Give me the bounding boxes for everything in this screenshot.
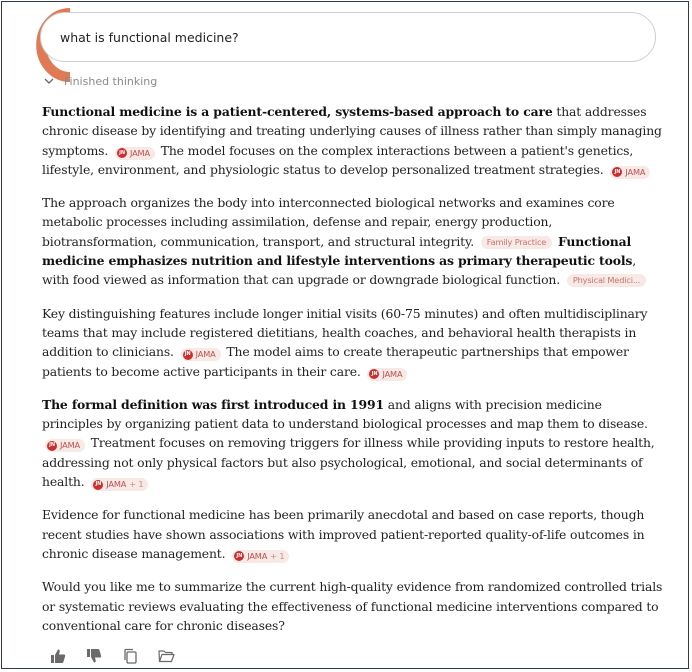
search-bar[interactable]	[40, 12, 656, 62]
paragraph-2	[42, 193, 664, 289]
citation-jama[interactable]: JN JAMA	[45, 439, 85, 452]
save-to-folder-button[interactable]	[155, 646, 177, 666]
paragraph-6	[42, 577, 664, 635]
citation-jama[interactable]: JN JAMA	[367, 368, 407, 381]
app-frame	[1, 1, 689, 669]
paragraph-1	[42, 102, 664, 179]
text: Key distinguishing features include longer initial visits (60-75 minutes) and often multidisciplinary teams that may include registered dietitians, health coaches, and behavioral health therapists in addition to clinicians.	[42, 305, 648, 360]
citation-jama[interactable]: JN JAMA	[115, 147, 155, 160]
jn-badge-icon: JN	[612, 167, 622, 177]
finished-thinking-toggle[interactable]	[44, 75, 157, 88]
bold-text: The formal definition was first introduced in 1991	[42, 396, 384, 412]
text: The model aims to create therapeutic partnerships that empower patients to become active participants in their care.	[42, 344, 629, 379]
copy-icon	[122, 648, 138, 664]
thumbs-up-button[interactable]	[47, 646, 69, 666]
citation-physical-medicine[interactable]: Physical Medici...	[567, 274, 646, 287]
text: , with food viewed as information that can upgrade or downgrade biological function.	[42, 253, 637, 288]
search-input[interactable]	[60, 30, 620, 45]
text: Evidence for functional medicine has been primarily anecdotal and based on case reports, though recent studies have shown associations with improved patient-reported quality-of-life outcomes in chronic disease management.	[42, 507, 645, 561]
text: that addresses chronic disease by identifying and treating underlying causes of illness rather than simply managing symptoms.	[42, 104, 662, 158]
citation-family-practice[interactable]: Family Practice	[481, 236, 552, 249]
jn-badge-icon: JN	[369, 369, 379, 379]
paragraph-5	[42, 505, 664, 563]
jn-badge-icon: JN	[47, 441, 57, 451]
thinking-label: Finished thinking	[64, 75, 158, 88]
text: Would you like me to summarize the current high-quality evidence from randomized controlled trials or systematic reviews evaluating the effectiveness of functional medicine interventions compared to conventional care for chronic diseases?	[42, 579, 663, 633]
jn-badge-icon: JN	[93, 480, 103, 490]
bold-text: Functional medicine emphasizes nutrition and lifestyle interventions as primary therapeutic tools	[42, 233, 633, 269]
jn-badge-icon: JN	[183, 350, 193, 360]
citation-jama-plus[interactable]: JN JAMA + 1	[232, 550, 289, 563]
text: and aligns with precision medicine principles by organizing patient data to understand biological processes and map them to disease.	[42, 396, 648, 432]
chevron-down-icon	[44, 78, 54, 85]
jn-badge-icon: JN	[117, 148, 127, 158]
citation-jama-plus[interactable]: JN JAMA + 1	[91, 478, 148, 491]
jn-badge-icon: JN	[234, 551, 244, 561]
copy-button[interactable]	[119, 646, 141, 666]
action-bar	[47, 646, 177, 666]
text: The model focuses on the complex interactions between a patient's genetics, lifestyle, environment, and physiologic status to develop personalized treatment strategies.	[42, 142, 634, 177]
answer-content	[42, 102, 664, 649]
thumbs-down-icon	[86, 648, 102, 664]
paragraph-4	[42, 395, 664, 491]
text: The approach organizes the body into interconnected biological networks and examines core metabolic processes including assimilation, defense and repair, energy production, biotransformation, communication, transport, and structural integrity.	[42, 195, 615, 249]
folder-icon	[158, 649, 175, 663]
citation-jama[interactable]: JN JAMA	[610, 166, 650, 179]
text: Treatment focuses on removing triggers for illness while providing inputs to restore health, addressing not only physical factors but also psychological, emotional, and social determinants of health.	[42, 435, 655, 490]
thumbs-down-button[interactable]	[83, 646, 105, 666]
thumbs-up-icon	[50, 648, 66, 664]
bold-text: Functional medicine is a patient-centered, systems-based approach to care	[42, 104, 553, 119]
citation-jama[interactable]: JN JAMA	[181, 348, 221, 361]
paragraph-3	[42, 304, 664, 381]
